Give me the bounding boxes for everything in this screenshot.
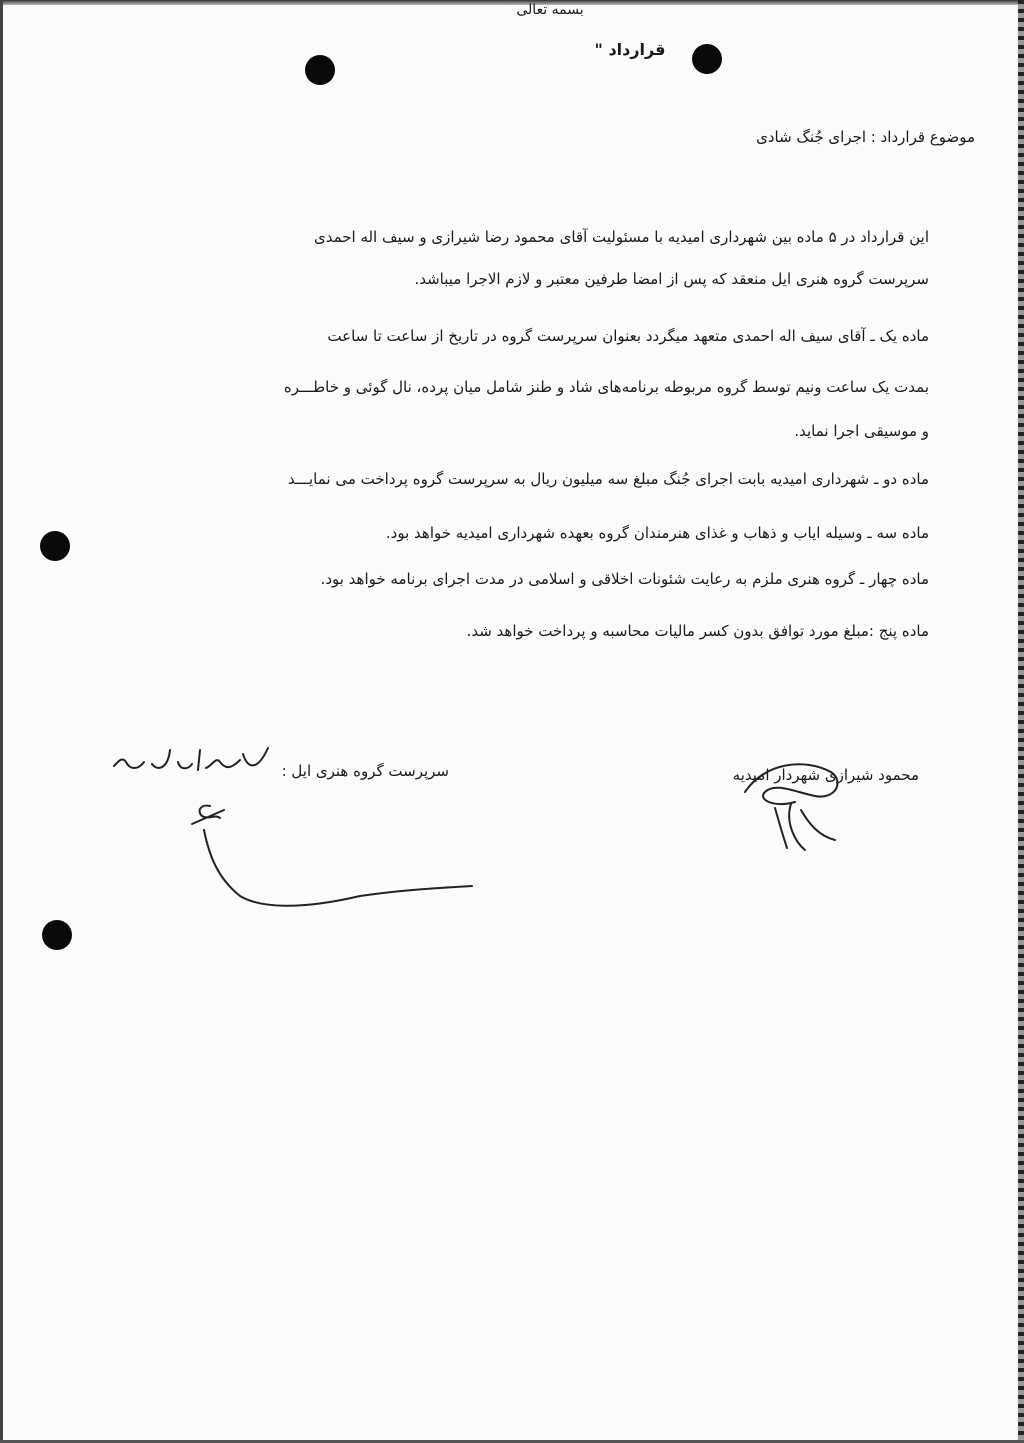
punch-hole-top-left	[305, 55, 335, 85]
article-2: ماده دو ـ شهرداری امیدیه بابت اجرای جُنگ مبلغ سه میلیون ریال به سرپرست گروه پرداخت می نمایـــد	[287, 470, 929, 488]
supervisor-signature-stroke	[180, 800, 480, 915]
article-3: ماده سه ـ وسیله ایاب و ذهاب و غذای هنرمندان گروه بعهده شهرداری امیدیه خواهد بود.	[385, 524, 929, 542]
punch-hole-lower	[42, 920, 72, 950]
contract-title: قرارداد "	[594, 40, 666, 59]
article-5: ماده پنج :مبلغ مورد توافق بدون کسر مالیات محاسبه و پرداخت خواهد شد.	[466, 622, 929, 640]
article-4: ماده چهار ـ گروه هنری ملزم به رعایت شئونات اخلاقی و اسلامی در مدت اجرای برنامه خواهد بود.	[320, 570, 929, 588]
contract-subject: موضوع قرارداد : اجرای جُنگ شادی	[756, 128, 975, 146]
article-1-line-2: بمدت یک ساعت ونیم توسط گروه مربوطه برنامه‌های شاد و طنز شامل میان پرده، نال گوئی و خاطـــره	[283, 378, 929, 396]
mayor-signature-stroke	[735, 752, 855, 857]
scan-edge-right	[1018, 0, 1024, 1443]
article-1-line-3: و موسیقی اجرا نماید.	[794, 422, 929, 440]
intro-line-2: سرپرست گروه هنری ایل منعقد که پس از امضا طرفین معتبر و لازم الاجرا میباشد.	[414, 270, 929, 288]
mayor-signature-label: محمود شیرازی شهردار امیدیه	[732, 766, 919, 784]
article-1-line-1: ماده یک ـ آقای سیف اله احمدی متعهد میگردد بعنوان سرپرست گروه در تاریخ از ساعت تا ساعت	[327, 327, 929, 345]
basmala-heading: بسمه تعالی	[516, 2, 584, 18]
scan-edge-left	[0, 0, 3, 1443]
punch-hole-middle	[40, 531, 70, 561]
handwritten-name-signature	[108, 740, 278, 780]
intro-line-1: این قرارداد در ۵ ماده بین شهرداری امیدیه با مسئولیت آقای محمود رضا شیرازی و سیف اله احمدی	[313, 228, 929, 246]
group-supervisor-signature-label: سرپرست گروه هنری ایل :	[281, 762, 449, 780]
